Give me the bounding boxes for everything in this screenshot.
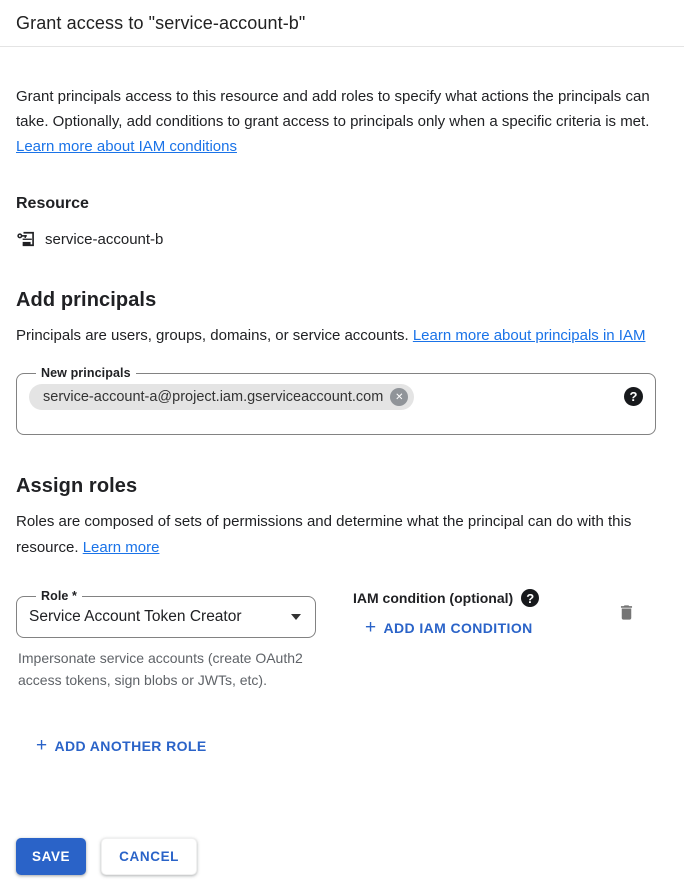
principal-chip[interactable] bbox=[29, 384, 414, 410]
role-select[interactable] bbox=[16, 589, 316, 638]
intro-paragraph bbox=[16, 84, 668, 159]
assign-roles-text: Roles are composed of sets of permissions and determine what the principal can do with this resource. bbox=[16, 513, 632, 556]
role-select-value: Service Account Token Creator bbox=[29, 608, 242, 625]
iam-conditions-link[interactable]: Learn more about IAM conditions bbox=[16, 138, 237, 155]
role-row bbox=[16, 589, 668, 691]
roles-learn-more-link[interactable]: Learn more bbox=[82, 539, 160, 556]
add-another-role-button[interactable] bbox=[36, 735, 207, 756]
trash-icon bbox=[617, 602, 636, 623]
cancel-button[interactable]: CANCEL bbox=[101, 838, 197, 875]
principal-chip-label: service-account-a@project.iam.gserviceaccount.com bbox=[43, 389, 384, 405]
dialog-title: Grant access to "service-account-b" bbox=[16, 13, 306, 33]
delete-role-button[interactable] bbox=[617, 602, 636, 623]
dialog-header bbox=[0, 0, 684, 47]
dialog-footer bbox=[16, 838, 197, 875]
role-select-label: Role * bbox=[41, 589, 78, 603]
resource-heading: Resource bbox=[16, 195, 89, 212]
assign-roles-description bbox=[16, 509, 668, 561]
chevron-down-icon bbox=[291, 614, 301, 620]
save-button[interactable]: SAVE bbox=[16, 838, 86, 875]
iam-condition-column bbox=[353, 589, 539, 638]
add-principals-text: Principals are users, groups, domains, or service accounts. bbox=[16, 327, 413, 344]
intro-text: Grant principals access to this resource and add roles to specify what actions the principals can take. Optionally, add conditions to grant access to principals only when a specific criteria is met. bbox=[16, 88, 650, 130]
iam-condition-help-icon[interactable]: ? bbox=[521, 589, 539, 607]
new-principals-label: New principals bbox=[41, 366, 131, 380]
new-principals-field[interactable] bbox=[16, 366, 656, 435]
add-iam-condition-button[interactable] bbox=[365, 617, 533, 638]
add-principals-description bbox=[16, 323, 668, 349]
add-iam-condition-label: ADD IAM CONDITION bbox=[383, 620, 533, 636]
add-another-role-label: ADD ANOTHER ROLE bbox=[54, 738, 207, 754]
role-helper-text: Impersonate service accounts (create OAuth2 access tokens, sign blobs or JWTs, etc). bbox=[18, 650, 303, 688]
resource-name: service-account-b bbox=[45, 230, 164, 248]
principals-help-icon[interactable]: ? bbox=[624, 387, 643, 406]
plus-icon: + bbox=[365, 617, 377, 638]
delete-role-column bbox=[617, 602, 636, 628]
resource-row bbox=[16, 229, 668, 249]
add-principals-heading: Add principals bbox=[16, 289, 157, 311]
service-account-icon bbox=[16, 229, 36, 249]
dialog-body bbox=[0, 84, 684, 756]
principals-learn-more-link[interactable]: Learn more about principals in IAM bbox=[412, 327, 646, 344]
role-column bbox=[16, 589, 316, 691]
assign-roles-heading: Assign roles bbox=[16, 475, 138, 497]
iam-condition-label: IAM condition (optional) bbox=[353, 590, 514, 606]
chip-close-icon[interactable]: ✕ bbox=[390, 388, 408, 406]
plus-icon: + bbox=[36, 735, 48, 756]
